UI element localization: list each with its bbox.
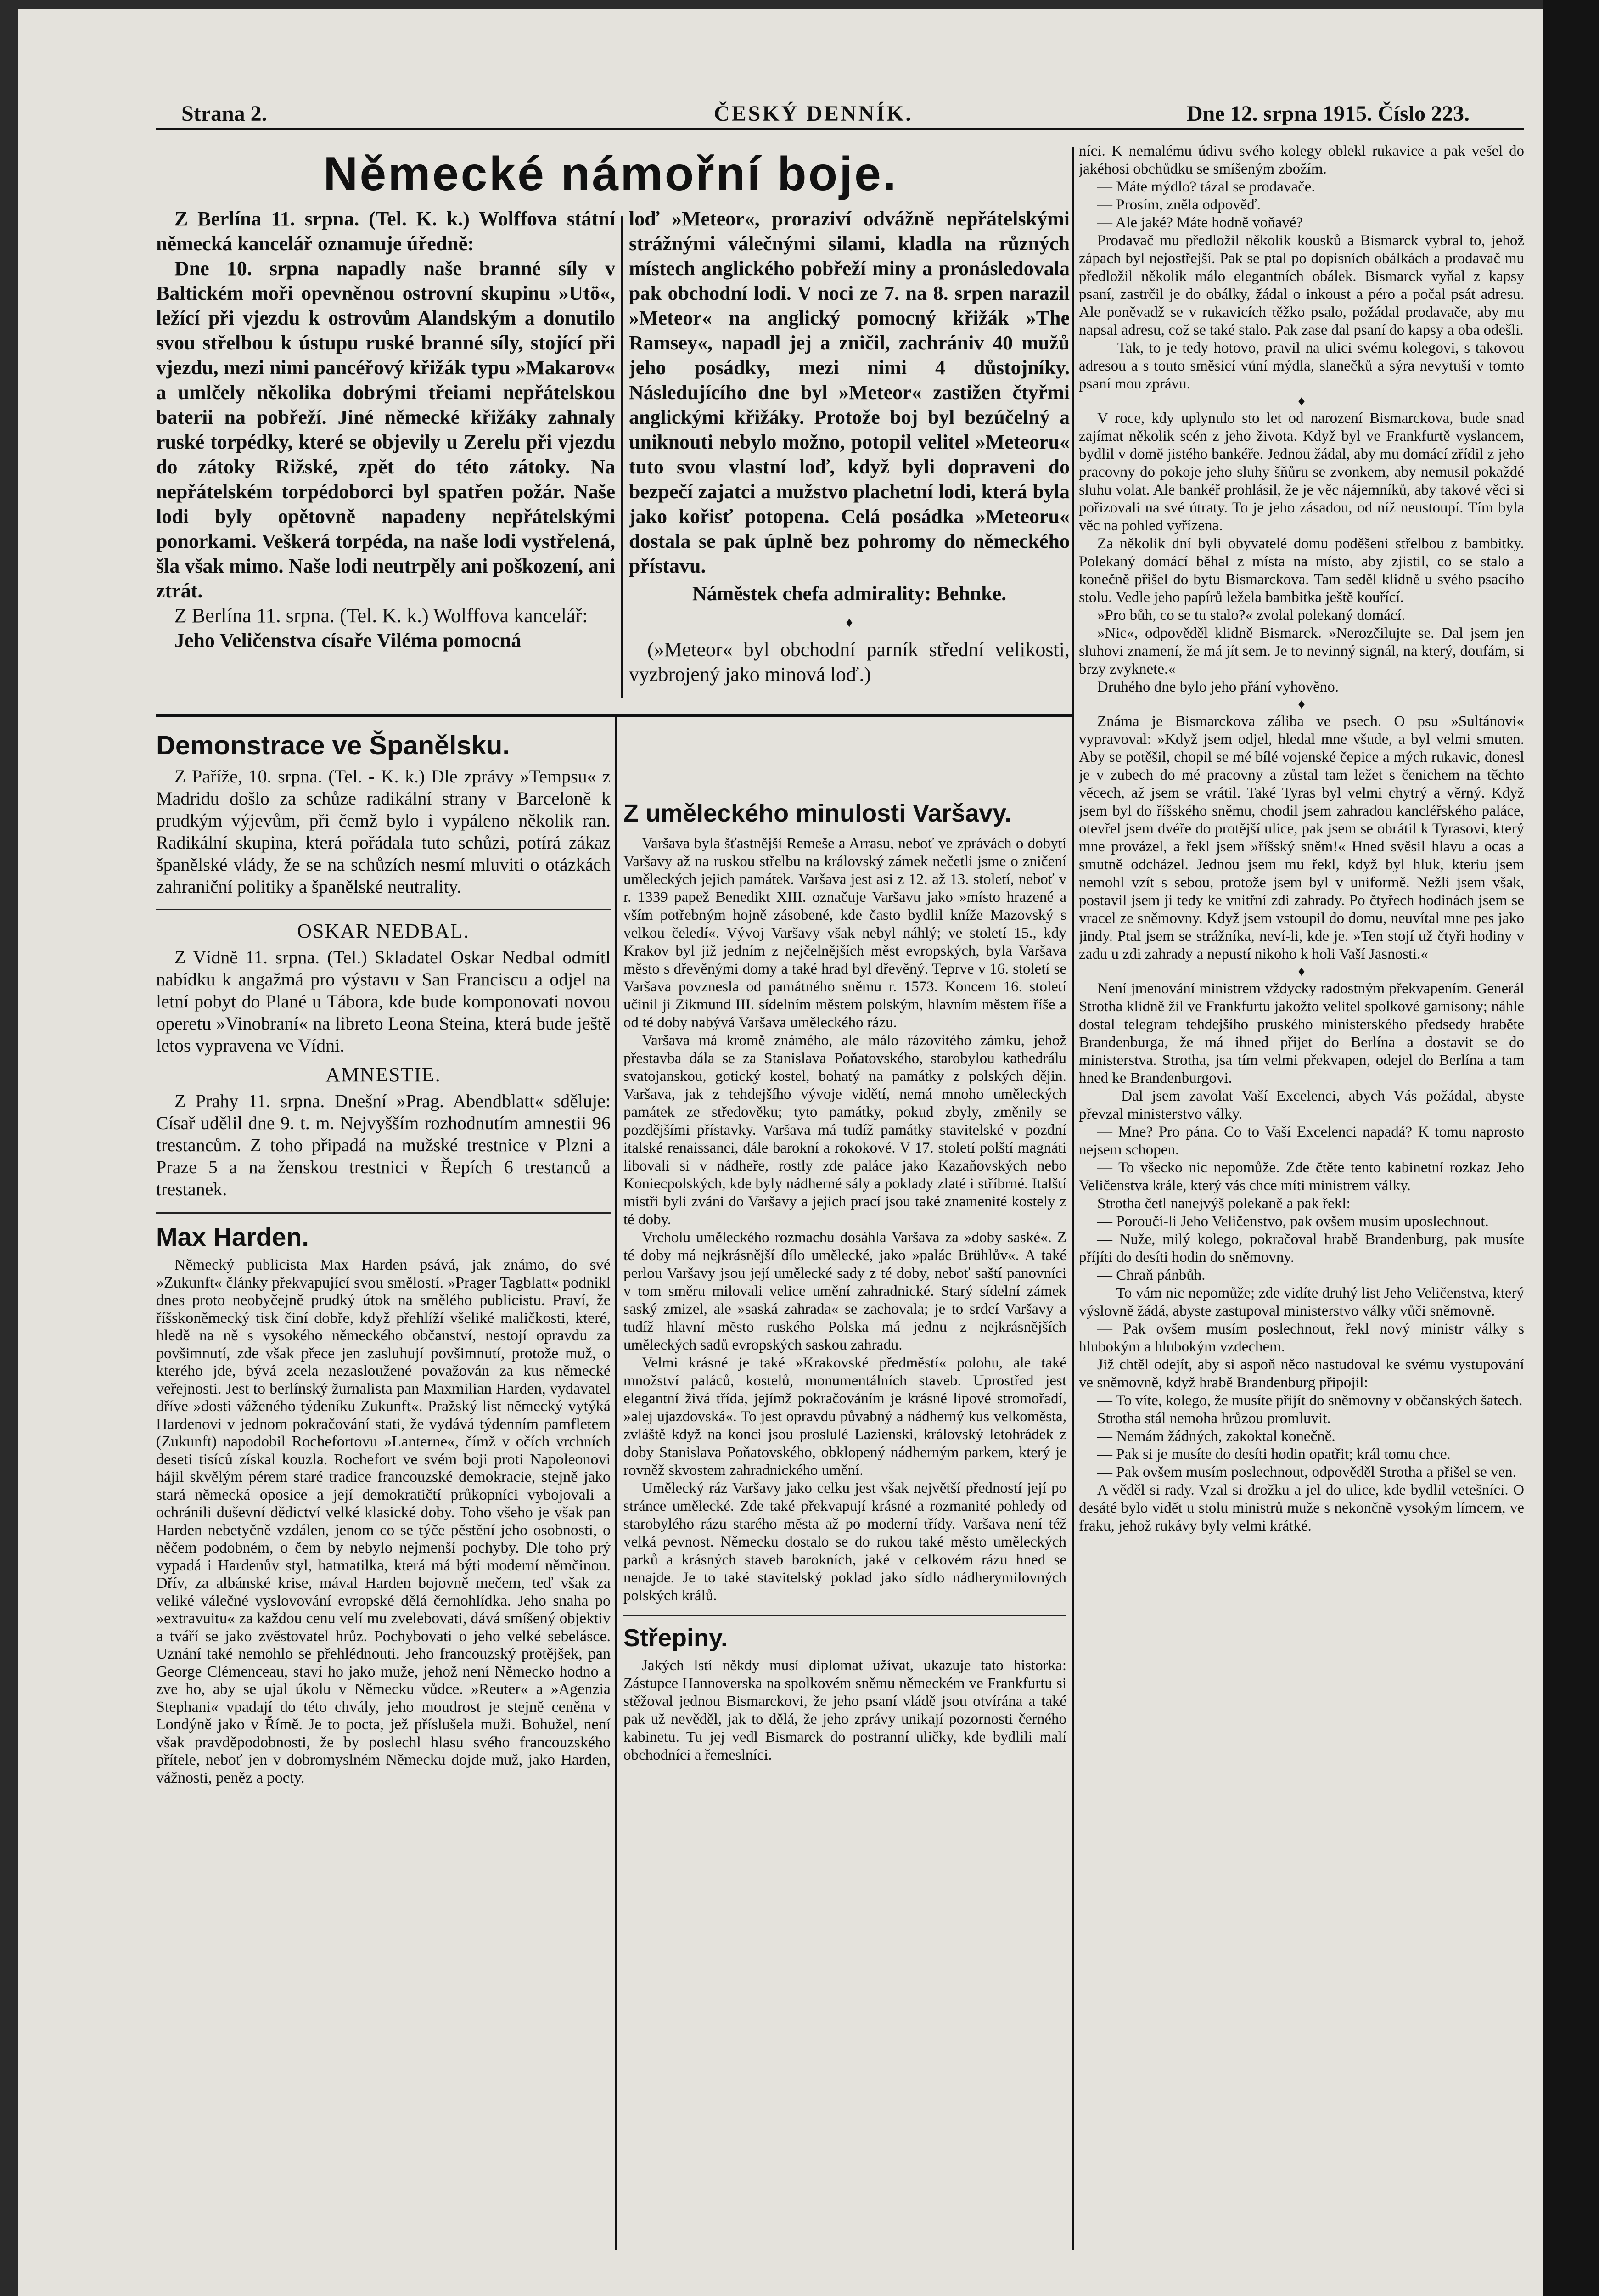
bismarck-paragraph: — Nemám žádných, zakoktal konečně. (1097, 1428, 1335, 1445)
naval-paragraph: loď »Meteor«, proraziví odvážně nepřátelskými strážnými válečnými silami, kladla na různých místech anglického pobřeží miny a pronásledovala pak obchodní lodi. V noci ze 7. na 8. srpen narazil »Meteor« na anglický pomocný křižák »The Ramsey«, napadl jej a zničil, zachrániv 40 mužů jeho posádky, mezi nimi 4 důstojníky. Následujícího dne byl »Meteor« zastižen čtyřmi anglickými křižáky. Protože boj byl bezúčelný a uniknouti nebylo možno, potopil velitel »Meteoru« tuto svou vlastní loď, když byli dopraveni do bezpečí zajatci a mužstvo plachetní lodi, která byla jako kořisť potopena. Celá posádka »Meteoru« dostala se pak úplně bez pohromy do německého přístavu. (629, 208, 1070, 577)
strepiny-text: Jakých lstí někdy musí diplomat užívat, ukazuje tato historka: Zástupce Hannoverska na spolkovém sněmu německém ve Frankfurtu si stěžoval jednou Bismarckovi, že jeho psaní vládě jsou otvírána a také pak už nevěděl, jak to dělá, že jeho zprávy unikají pozornosti černého kabinetu. Tu jej vedl Bismarck do postranní uličky, kde bydlili malí obchodníci a řemeslníci. (623, 1657, 1066, 1763)
section-rule (156, 1212, 611, 1214)
nedbal-text: Z Vídně 11. srpna. (Tel.) Skladatel Oskar Nedbal odmítl nabídku k angažmá pro výstavu v San Franciscu a odjel na letní pobyt do Plané u Tábora, kde bude komponovati novou operetu »Vinobraní« na libreto Leona Steina, která bude ještě letos vypravena ve Vídni. (156, 947, 611, 1056)
warsaw-paragraph: Varšava má kromě známého, ale málo rázovitého zámku, jehož přestavba dála se za Stanislava Poňatovského, starobylou kathedrálu svatojanskou, gotický kostel, bohatý na památky z polských dějin. Varšava, jak z tehdejšího vývoje vidětí, nemá mnoho uměleckých památek ze středověku; tyto památky, pokud zbyly, změnily se pozdějšími přístavky. Varšava má tudíž památky stavitelské v pozdní italské renaissanci, dále barokní a rokokové. V 17. století polští magnáti libovali si v nádheře, rostly zde paláce jako Kazaňovských nebo Koniecpolských, kde byly nádherné sály a poklady zlaté i stříbrné. Italští mistři byli zváni do Varšavy a jejich prací jsou také znamenité kostely z té doby. (623, 1032, 1066, 1228)
bismarck-paragraph: V roce, kdy uplynulo sto let od narození Bismarckova, bude snad zajímat několik scén z jeho života. Když byl ve Frankfurtě vyslancem, bydlil v domě jistého bankéře. Jednou žádal, aby mu domácí zřídil z jeho pracovny do pokoje jeho sluhy šňůru se zvonkem, aby nemusil pokaždé sluhu volat. Ale bankéř prohlásil, že je věc nájemníků, aby takové věci si pořizovali na své útraty. To je jeho zásadou, od níž neustoupí. Tím byla věc na pohled vyřízena. (1079, 410, 1524, 534)
bismarck-paragraph: Strotha četl nanejvýš polekaně a pak řekl: (1097, 1195, 1351, 1212)
bismarck-paragraph: — Poroučí-li Jeho Veličenstvo, pak ovšem musím uposlechnout. (1097, 1213, 1489, 1230)
section-rule (623, 1615, 1066, 1616)
naval-paragraph: Dne 10. srpna napadly naše branné síly v Baltickém moři opevněnou ostrovní skupinu »Utö«, ležící při vjezdu k ostrovům Alandským a donutilo svou střelbou k ústupu ruské branné síly, stojící při vjezdu, mezi nimi pancéřový křižák typu »Makarov« a umlčely několika dobrými třeiami nepřátelskou baterii na pobřeží. Jiné německé křižáky zahnaly ruské torpédky, které se objevily u Zerelu při vjezdu do zátoky Rižské, zpět do této zátoky. Na nepřátelském torpédoborci byl spatřen požár. Naše lodi byly opětovně napadeny nepřátelskými ponorkami. Veškerá torpéda, na naše lodi vystřelená, šla však mimo. Naše lodi neutrpěly ani poškození, ani ztrát. (156, 257, 615, 602)
spain-title: Demonstrace ve Španělsku. (156, 731, 510, 760)
bismarck-paragraph: — Pak ovšem musím poslechnout, řekl nový ministr války s hlubokým a hlubokým vzdechem. (1079, 1321, 1524, 1355)
bismarck-paragraph: — Tak, to je tedy hotovo, pravil na ulici svému kolegovi, s takovou adresou a s touto směsicí vůní mýdla, slanečků a sýra nevytuší v tomto psaní mou zprávu. (1079, 340, 1524, 392)
masthead: ČESKÝ DENNÍK. (714, 101, 913, 126)
naval-paragraph: Jeho Veličenstva císaře Viléma pomocná (174, 629, 522, 652)
section-rule (156, 909, 611, 910)
bismarck-paragraph: — Pak si je musíte do desíti hodin opatřit; král tomu chce. (1097, 1446, 1451, 1463)
naval-title: Německé námořní boje. (323, 147, 898, 201)
spain-text: Z Paříže, 10. srpna. (Tel. - K. k.) Dle zprávy »Tempsu« z Madridu došlo za schůze radikální strany v Barceloně k prudkým výjevům, při čemž bylo i vypáleno několik ran. Radikální skupina, která pořádala tuto schůzi, potírá zákaz španělské vlády, že se na schůzích nesmí mluviti o otázkách zahraniční politiky a španělské neutrality. (156, 766, 611, 897)
column-rule (621, 216, 623, 698)
bismarck-paragraph: — Máte mýdlo? tázal se prodavače. (1097, 179, 1315, 195)
naval-paragraph: Z Berlína 11. srpna. (Tel. K. k.) Wolffova státní německá kancelář oznamuje úředně: (156, 208, 615, 255)
bismarck-paragraph: — Ale jaké? Máte hodně voňavé? (1097, 214, 1303, 231)
warsaw-paragraph: Velmi krásné je také »Krakovské předměstí« polohu, ale také množství paláců, kostelů, monumentálních staveb. Uprostřed jest elegantní živá třída, jejímž pokračováním je krásné lipové stromořadí, »alej ujazdovská«. To jest opravdu půvabný a nádherný kus velkoměsta, zvláště když na konci jsou proslulé Lazienski, královský letohrádek z doby Stanislava Poňatovského, obklopený nádherným parkem, který je rovněž skvostem zahradnického umění. (623, 1355, 1066, 1479)
separator-mark: ♦ (1298, 697, 1305, 712)
bismarck-paragraph: Již chtěl odejít, aby si aspoň něco nastudoval ke svému vystupování ve sněmovně, když hrabě Brandenburg připojil: (1079, 1356, 1524, 1391)
right-column (1079, 142, 1524, 2255)
warsaw-paragraph: Umělecký ráz Varšavy jako celku jest však největší předností její po stránce umělecké. Zde také překvapují krásné a rozmanité pohledy od starobylého rázu starého města až po moderní třídy. Varšava není též velká pevnost. Německu dostalo se do rukou také město uměleckých parků a krásných staveb barokních, jaké v celkovém rázu hned se nenajde. Je to také stavitelský poklad jako sídlo nádherymilovných polských králů. (623, 1480, 1066, 1604)
bismarck-paragraph: Známa je Bismarckova záliba ve psech. O psu »Sultánovi« vypravoval: »Když jsem odjel, hledal mne všude, a byl velmi smuten. Aby se potěšil, chopil se mé bílé vojenské čepice a mých rukavic, donesl je v zubech do mé pracovny a zůstal tam ležet s čenichem na těchto věcech, až jsem se vrátil. Také Tyras byl velmi chytrý a věrný. Když jsem byl do říšského sněmu, chodil jsem zahradou kancléřského paláce, otevřel jsem dvéře do protější ulice, pak jsem se obrátil k Tyrasovi, který mne provázel, a řekl jsem »říšský sněm!« Hned svěsil hlavu a ocas a smutně odcházel. Jednou jsem mu řekl, když byl hluk, kteriu jsem nemohl vzít s sebou, protože jsem byl v uniformě. Nežli jsem však, postavil jsem ji tedy ke vnitřní zdi zahrady. Po čtyřech hodinách jsem se vracel ze sněmovny. Když jsem vstoupil do domu, neuvítal mne pes jako jindy. Ptal jsem se strážníka, neví-li, kde je. »Ten stojí už čtyři hodiny v zadu u zdi zahrady a nepustí nikoho k holi Vaší Jasnosti.« (1079, 713, 1524, 962)
nedbal-title: OSKAR NEDBAL. (297, 920, 470, 942)
naval-signature: Náměstek chefa admirality: Behnke. (692, 582, 1007, 605)
scan-border (1543, 0, 1599, 2296)
naval-note: (»Meteor« byl obchodní parník střední velikosti, vyzbrojený jako minová loď.) (629, 638, 1070, 686)
bismarck-paragraph: »Pro bůh, co se tu stalo?« zvolal polekaný domácí. (1097, 607, 1405, 624)
bismarck-paragraph: níci. K nemalému údivu svého kolegy oblekl rukavice a pak vešel do jakéhosi obchůdku se smíšeným zbožím. (1079, 143, 1524, 177)
column-rule (1072, 147, 1074, 2250)
bismarck-paragraph: Není jmenování ministrem vždycky radostným překvapením. Generál Strotha klidně žil ve Frankfurtu jakožto velitel spolkové garnisony; náhle dostal telegram tehdejšího pruského ministerského předsedy hraběte Brandenburga, že má ihned přijet do Berlína a dostavit se do ministerstva. Strotha, jsa tím velmi překvapen, odejel do Berlína a tam hned ke Brandenburgovi. (1079, 980, 1524, 1086)
bismarck-paragraph: Za několik dní byli obyvatelé domu poděšeni střelbou z bambitky. Polekaný domácí běhal z místa na místo, aby zjistil, co se stalo a konečně přišel do bytu Bismarckova. Tam seděl klidně u svého psacího stolu. Vedle jeho papírů ležela bambitka ještě kouřící. (1079, 535, 1524, 606)
bismarck-paragraph: — To vám nic nepomůže; zde vidíte druhý list Jeho Veličenstva, který výslovně žádá, abyste zastupoval ministerstvo války vůči sněmovně. (1079, 1285, 1524, 1319)
bismarck-paragraph: Strotha stál nemoha hrůzou promluvit. (1097, 1410, 1331, 1427)
bismarck-paragraph: — Mne? Pro pána. Co to Vaší Excelenci napadá? K tomu naprosto nejsem schopen. (1079, 1124, 1524, 1158)
middle-column (623, 799, 1066, 2255)
left-column (156, 730, 611, 2255)
separator-mark: ♦ (1298, 394, 1305, 409)
bismarck-paragraph: — Pak ovšem musím poslechnout, odpověděl Strotha a přišel se ven. (1097, 1464, 1516, 1480)
newspaper-page (18, 9, 1543, 2296)
column-rule (615, 716, 617, 2250)
warsaw-paragraph: Vrcholu uměleckého rozmachu dosáhla Varšava za »doby saské«. Z té doby má nejkrásnější dílo umělecké, jako »palác Brühlův«. A také perlou Varšavy jsou její umělecké sady z té doby, neboť saští panovníci v tom směru milovali velice umění zahradnické. Starý sídelní zámek saský zmizel, ale »saská zahrada« se zachovala; je to srdcí Varšavy a tudíž hlavní město ruského Polska má jednu z nejkrásnějších uměleckých sadů evropských saskou zahradu. (623, 1229, 1066, 1353)
separator-mark: ♦ (846, 615, 853, 630)
page-number: Strana 2. (181, 101, 267, 126)
bismarck-paragraph: Druhého dne bylo jeho přání vyhověno. (1097, 679, 1339, 695)
bismarck-paragraph: Prodavač mu předložil několik kousků a Bismarck vybral to, jehož zápach byl nejostřejší. Pak se ptal po dopisních obálkách a prodavač mu předložil několik málo elegantních obálek. Bismarck vyňal z kapsy psaní, zastrčil je do obálky, žádal o inkoust a péro a počal psát adresu. Ale poněvadž se v rukavicích těžko psalo, požádal prodavače, aby mu napsal adresu, což se také stalo. Pak zase dal psaní do kapsy a oba odešli. (1079, 232, 1524, 338)
naval-column-2 (629, 207, 1070, 693)
page-header (156, 101, 1524, 138)
bismarck-paragraph: »Nic«, odpověděl klidně Bismarck. »Nerozčilujte se. Dal jsem jen sluhovi znamení, že má jít sem. Je to nevinný signál, na který, doufám, si brzy zvyknete.« (1079, 625, 1524, 677)
warsaw-title: Z uměleckého minulosti Varšavy. (623, 799, 1012, 827)
separator-mark: ♦ (1298, 964, 1305, 979)
issue-date: Dne 12. srpna 1915. Číslo 223. (1187, 101, 1470, 126)
naval-column-1 (156, 207, 615, 689)
bismarck-paragraph: — To všecko nic nepomůže. Zde čtěte tento kabinetní rozkaz Jeho Veličenstva krále, který vás chce míti ministrem války. (1079, 1159, 1524, 1194)
amnesty-title: AMNESTIE. (325, 1064, 441, 1086)
bismarck-paragraph: — Prosím, zněla odpověď. (1097, 197, 1261, 213)
harden-text: Německý publicista Max Harden psává, jak známo, do své »Zukunft« články překvapující svou smělostí. »Prager Tagblatt« podnikl dnes proto neobyčejně prudký útok na smělého publicistu. Praví, že říšskoněmecký tisk činí dobře, když přehlíží všeliké maličkosti, které, hledě na ně s vysokého německého občanství, nestojí opravdu za povšimnutí, zde však přece jen zasluhují povšimnutí, protože muž, o kterého jde, bývá zcela nezasloužené považován za kus německé veřejnosti. Jest to berlínský žurnalista pan Maxmilian Harden, vydavatel dříve »dosti váženého týdeníku Zukunft«. Pražský list německý vytýká Hardenovi v jednom pokračování stati, že vydává týdenním pamfletem (Zukunft) napodobil Rochefortovu »Lanterne«, čímž v očích vrchních deseti tisíců získal kouzla. Rochefort ve svém boji proti Napoleonovi hájil skvělým pérem staré tradice francouzské demokracie, stejně jako stará německá oposice a její demokratičtí průkopníci vybojovali a ochránili duševní dědictví velké klasické doby. Toho všeho je však pan Harden nebetyčně vzdálen, jenom co se týče pěstění jeho osobnosti, o něčem podobném, o čem by nebylo nejmenší pochyby. Dle toho prý vypadá i Hardenův styl, hatmatilka, která má býti moderní němčinou. Dřív, za albánské krise, mával Harden bojovně mečem, teď však za veliké válečné vyslovování evropské dělá černohlídka. Jeho snaha po »extravuitu« za každou cenu velí mu zvelebovati, dává smíšený objektiv a tváří se jako zvěstovatel hrůz. Pochybovati o jeho velké sebelásce. Uznání také nemohlo se přehlédnouti. Jeho francouzský protějšek, pan George Clémenceau, staví ho jako muže, jehož není Německo hodno a zve ho, aby se ujal úkolu v Německu vůdce. »Reuter« a »Agenzia Stephani« vpadají do této chvály, jeho moudrost je stejně ceněna v Londýně jako v Římě. Je to pocta, jež příslušela muži. Bohužel, není však pravděpodobnosti, že by poslechl hlasu svého francouzského přítele, neboť jen v dobromyslném Německu dojde muž, jako Harden, vážnosti, peněz a pocty. (156, 1256, 611, 1786)
bismarck-paragraph: — To víte, kolego, že musíte přijít do sněmovny v občanských šatech. (1097, 1392, 1523, 1409)
naval-paragraph: Z Berlína 11. srpna. (Tel. K. k.) Wolffova kancelář: (174, 604, 588, 627)
bismarck-paragraph: A věděl si rady. Vzal si drožku a jel do ulice, kde bydlil vetešníci. O desáté bylo vidět u stolu ministrů muže s nekončně vysokým límcem, ve fraku, jehož rukávy byly velmi krátké. (1079, 1482, 1524, 1534)
bismarck-paragraph: — Dal jsem zavolat Vaší Excelenci, abych Vás požádal, abyste převzal ministerstvo války. (1079, 1088, 1524, 1122)
section-rule (156, 714, 1072, 717)
strepiny-title: Střepiny. (623, 1624, 728, 1652)
harden-title: Max Harden. (156, 1222, 309, 1251)
bismarck-paragraph: — Chraň pánbůh. (1097, 1267, 1206, 1283)
header-rule (156, 128, 1524, 130)
warsaw-paragraph: Varšava byla šťastnější Remeše a Arrasu, neboť ve zprávách o dobytí Varšavy až na ruskou střelbu na královský zámek nečetli jsme o zničení uměleckých jejich památek. Varšava jest asi z 12. až 13. století, neboť v r. 1339 papež Benedikt XIII. označuje Varšavu jako »místo hrazené a vším potřebným hojně zásobené, kde často bydlil kníže Mazovský s velkou čeledí«. Vývoj Varšavy však nebyl náhlý; ve století 15., kdy Krakov byl již jedním z nejčelnějších měst evropských, byla Varšava město s dřevěnými domy a také hrad byl dřevěný. Teprve v 16. století se Varšava povznesla od památného sněmu r. 1573. Koncem 16. století učinil ji Zikmund III. sídelním městem polským, hlavním městem říše a od té doby nabývá Varšava uměleckého rázu. (623, 835, 1066, 1031)
amnesty-text: Z Prahy 11. srpna. Dnešní »Prag. Abendblatt« sděluje: Císař udělil dne 9. t. m. Nejvyšším rozhodnutím amnestii 96 trestancům. Z toho připadá na mužské trestnice v Plzni a Praze 5 a na ženskou trestnici v Řepích 6 trestanců a trestanek. (156, 1091, 611, 1199)
bismarck-paragraph: — Nuže, milý kolego, pokračoval hrabě Brandenburg, pak musíte příjíti do desíti hodin do sněmovny. (1079, 1231, 1524, 1266)
